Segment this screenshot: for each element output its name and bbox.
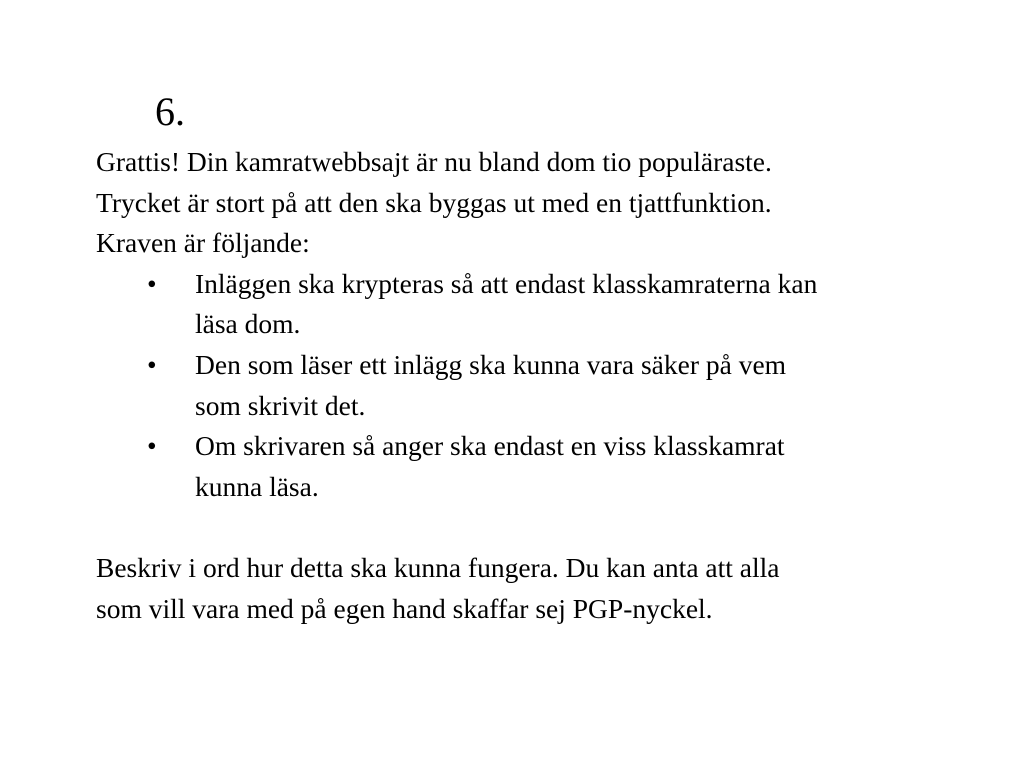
closing-line: Beskriv i ord hur detta ska kunna fungera. Du kan anta att alla xyxy=(96,551,780,583)
requirement-item xyxy=(96,264,996,345)
requirement-text: Den som läser ett inlägg ska kunna vara säker på vem xyxy=(195,348,787,380)
closing-line: som vill vara med på egen hand skaffar sej PGP-nyckel. xyxy=(96,592,713,624)
intro-line: Kraven är följande: xyxy=(96,227,310,259)
requirement-item xyxy=(96,426,996,507)
requirement-item xyxy=(96,345,996,426)
bullet-icon: • xyxy=(147,348,157,380)
requirements-list xyxy=(96,264,996,508)
bullet-icon: • xyxy=(147,267,157,299)
slide-number: 6. xyxy=(155,89,185,134)
intro-line: Grattis! Din kamratwebbsajt är nu bland dom tio populäraste. xyxy=(96,146,772,177)
bullet-icon: • xyxy=(147,430,157,462)
slide-body xyxy=(96,142,996,629)
requirement-text: kunna läsa. xyxy=(195,470,319,502)
requirement-text: Inläggen ska krypteras så att endast klasskamraterna kan xyxy=(195,267,818,299)
intro-line: Trycket är stort på att den ska byggas ut med en tjattfunktion. xyxy=(96,186,772,218)
paragraph-spacer xyxy=(96,507,996,548)
requirement-text: Om skrivaren så anger ska endast en viss klasskamrat xyxy=(195,430,785,462)
requirement-text: läsa dom. xyxy=(195,308,301,340)
requirement-text: som skrivit det. xyxy=(195,389,366,421)
